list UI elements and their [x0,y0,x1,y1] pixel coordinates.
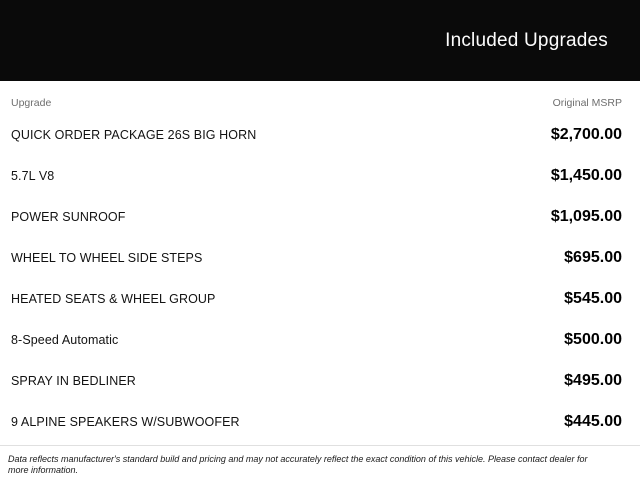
table-row [0,319,640,360]
table-row [0,115,640,156]
upgrade-msrp: $1,450.00 [550,167,622,185]
table-row [0,197,640,238]
table-header-row [0,81,640,115]
upgrade-name: WHEEL TO WHEEL SIDE STEPS [11,251,203,266]
upgrade-msrp: $500.00 [564,330,622,348]
upgrade-name: SPRAY IN BEDLINER [11,373,136,388]
upgrade-name: POWER SUNROOF [11,210,126,225]
upgrade-msrp: $695.00 [564,249,622,267]
table-row [0,401,640,442]
upgrade-name: QUICK ORDER PACKAGE 26S BIG HORN [11,128,257,143]
disclaimer-text: Data reflects manufacturer's standard build and pricing and may not accurately reflect the exact condition of this vehicle. Please contact dealer for more information. [8,454,588,475]
upgrade-msrp: $495.00 [564,371,622,389]
upgrade-msrp: $1,095.00 [550,208,622,226]
page-title: Included Upgrades [445,29,608,51]
upgrade-msrp: $445.00 [564,412,622,430]
table-row [0,360,640,401]
upgrade-name: HEATED SEATS & WHEEL GROUP [11,292,216,306]
table-row [0,238,640,279]
upgrades-table-body [0,115,640,442]
upgrade-msrp: $2,700.00 [550,126,622,144]
column-header-original-msrp: Original MSRP [552,97,622,109]
upgrade-name: 8-Speed Automatic [11,332,119,347]
panel-header [0,0,640,81]
table-row [0,279,640,320]
table-row [0,156,640,197]
upgrade-name: 5.7L V8 [11,169,55,184]
upgrade-msrp: $545.00 [564,290,622,307]
upgrade-name: 9 ALPINE SPEAKERS W/SUBWOOFER [11,414,240,429]
column-header-upgrade: Upgrade [11,97,52,109]
